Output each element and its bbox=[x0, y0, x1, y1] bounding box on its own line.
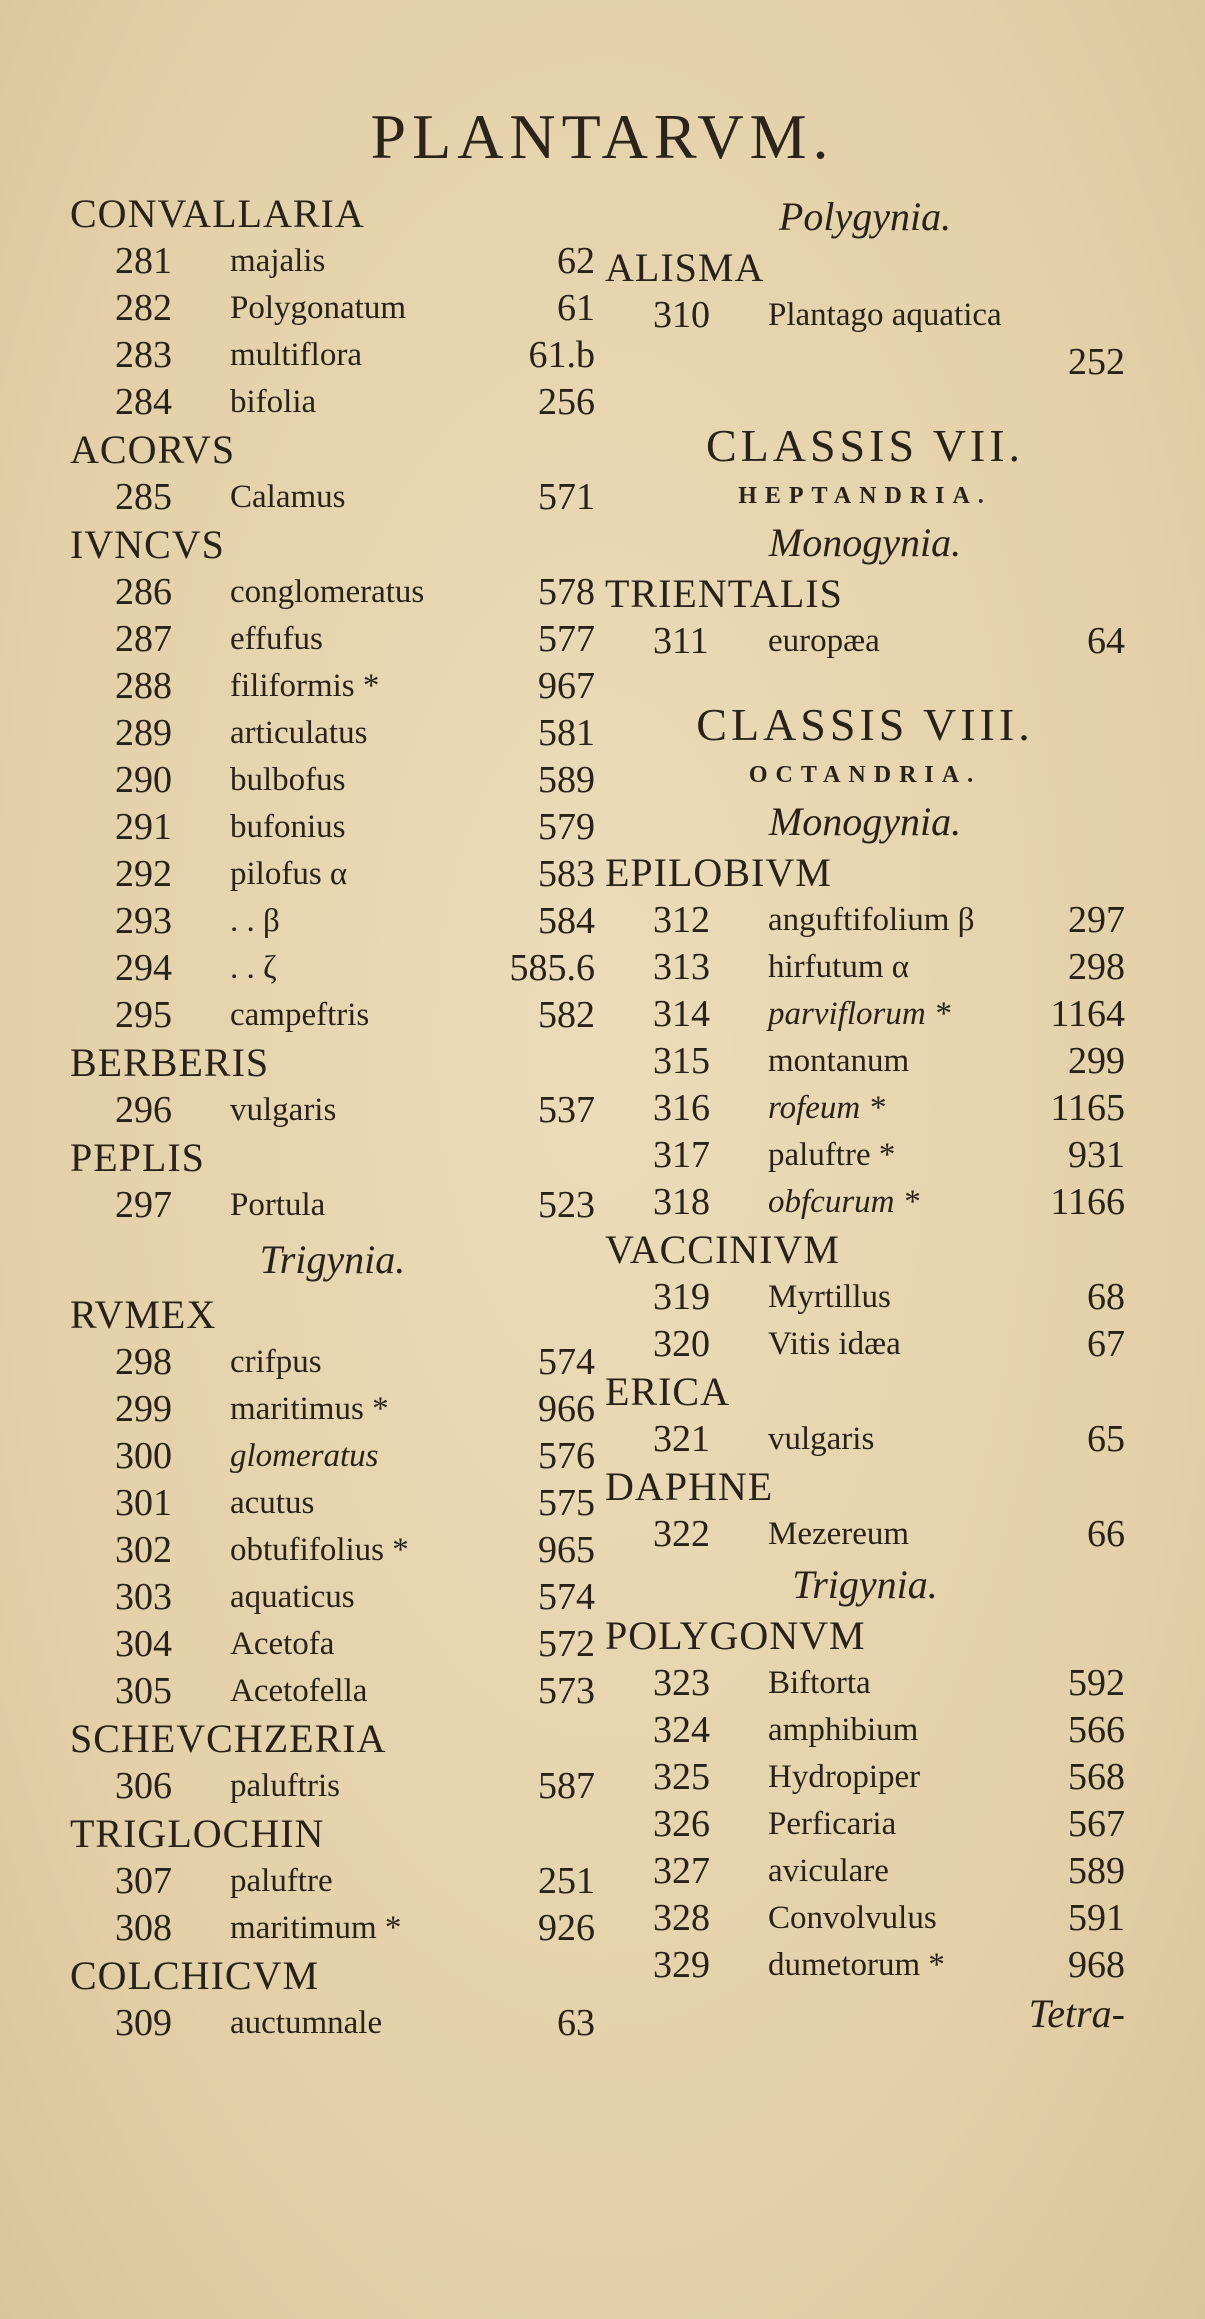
entry-page: 574 bbox=[538, 1576, 595, 1618]
entry-number: 315 bbox=[653, 1040, 710, 1082]
entry-row bbox=[70, 238, 595, 285]
entry-page: 297 bbox=[1068, 899, 1125, 941]
entry-row bbox=[70, 1386, 595, 1433]
entry-number: 323 bbox=[653, 1662, 710, 1704]
section-heading: Monogynia. bbox=[768, 799, 962, 844]
entry-page: 591 bbox=[1068, 1897, 1125, 1939]
entry-page: 574 bbox=[538, 1341, 595, 1383]
entry-row bbox=[605, 1179, 1125, 1226]
entry-number: 319 bbox=[653, 1276, 710, 1318]
entry-number: 294 bbox=[115, 947, 172, 989]
entry-row bbox=[605, 1274, 1125, 1321]
entry-page: 61.b bbox=[528, 334, 595, 376]
genus-heading: VACCINIVM bbox=[605, 1227, 840, 1272]
entry-number: 322 bbox=[653, 1513, 710, 1555]
entry-number: 326 bbox=[653, 1803, 710, 1845]
entry-page: 578 bbox=[538, 571, 595, 613]
entry-number: 309 bbox=[115, 2002, 172, 2044]
entry-number: 314 bbox=[653, 993, 710, 1035]
entry-row bbox=[70, 474, 595, 521]
entry-row bbox=[70, 1858, 595, 1905]
entry-name: bulbofus bbox=[230, 762, 346, 798]
entry-row bbox=[70, 804, 595, 851]
entry-page: 584 bbox=[538, 900, 595, 942]
entry-name: multiflora bbox=[230, 337, 362, 373]
entry-page: 583 bbox=[538, 853, 595, 895]
entry-row bbox=[605, 1085, 1125, 1132]
left-column bbox=[70, 190, 595, 2047]
entry-name: majalis bbox=[230, 243, 326, 279]
section-heading: Polygynia. bbox=[778, 194, 952, 239]
entry-name: dumetorum * bbox=[768, 1947, 945, 1983]
entry-row bbox=[605, 897, 1125, 944]
entry-row bbox=[70, 1480, 595, 1527]
entry-row bbox=[70, 616, 595, 663]
entry-number: 324 bbox=[653, 1709, 710, 1751]
entry-row bbox=[70, 379, 595, 426]
entry-number: 296 bbox=[115, 1089, 172, 1131]
entry-name: amphibium bbox=[768, 1712, 919, 1748]
entry-row bbox=[70, 992, 595, 1039]
entry-name: articulatus bbox=[230, 715, 368, 751]
entry-number: 302 bbox=[115, 1529, 172, 1571]
entry-number: 328 bbox=[653, 1897, 710, 1939]
entry-page: 573 bbox=[538, 1670, 595, 1712]
entry-number: 311 bbox=[653, 620, 709, 662]
entry-row bbox=[70, 1574, 595, 1621]
entry-row bbox=[605, 618, 1125, 665]
entry-page: 61 bbox=[557, 287, 595, 329]
entry-row bbox=[605, 1754, 1125, 1801]
entry-page: 576 bbox=[538, 1435, 595, 1477]
entry-number: 321 bbox=[653, 1418, 710, 1460]
entry-page: 568 bbox=[1068, 1756, 1125, 1798]
entry-name: campeftris bbox=[230, 997, 370, 1033]
entry-number: 301 bbox=[115, 1482, 172, 1524]
genus-heading: TRIENTALIS bbox=[605, 571, 843, 616]
entry-number: 291 bbox=[115, 806, 172, 848]
entry-name: Acetofella bbox=[230, 1673, 368, 1709]
entry-row bbox=[70, 757, 595, 804]
entry-row bbox=[605, 292, 1125, 339]
entry-number: 316 bbox=[653, 1087, 710, 1129]
entry-row bbox=[70, 285, 595, 332]
genus-heading: ALISMA bbox=[605, 245, 765, 290]
genus-heading: BERBERIS bbox=[70, 1040, 270, 1085]
entry-page: 567 bbox=[1068, 1803, 1125, 1845]
entry-page: 931 bbox=[1068, 1134, 1125, 1176]
spacer bbox=[605, 386, 1125, 416]
entry-page: 62 bbox=[557, 240, 595, 282]
entry-row bbox=[70, 569, 595, 616]
entry-number: 288 bbox=[115, 665, 172, 707]
entry-name: paluftre * bbox=[768, 1137, 896, 1173]
entry-name: montanum bbox=[768, 1043, 910, 1079]
entry-row bbox=[605, 1848, 1125, 1895]
entry-name: maritimum * bbox=[230, 1910, 402, 1946]
entry-name: rofeum * bbox=[768, 1090, 886, 1126]
entry-number: 298 bbox=[115, 1341, 172, 1383]
genus-heading: SCHEVCHZERIA bbox=[70, 1716, 387, 1761]
genus-heading: ACORVS bbox=[70, 427, 236, 472]
entry-name: Myrtillus bbox=[768, 1279, 891, 1315]
entry-name: Mezereum bbox=[768, 1516, 910, 1552]
entry-name: vulgaris bbox=[768, 1421, 875, 1457]
entry-name: crifpus bbox=[230, 1344, 322, 1380]
entry-number: 312 bbox=[653, 899, 710, 941]
entry-name: aviculare bbox=[768, 1853, 889, 1889]
entry-name: paluftre bbox=[230, 1863, 333, 1899]
entry-name: aquaticus bbox=[230, 1579, 355, 1615]
entry-name: maritimus * bbox=[230, 1391, 389, 1427]
entry-page: 589 bbox=[538, 759, 595, 801]
entry-number: 329 bbox=[653, 1944, 710, 1986]
entry-row bbox=[70, 1433, 595, 1480]
entry-number: 317 bbox=[653, 1134, 710, 1176]
entry-page: 64 bbox=[1087, 620, 1125, 662]
entry-name: Biftorta bbox=[768, 1665, 871, 1701]
entry-row bbox=[70, 1905, 595, 1952]
entry-row bbox=[605, 1895, 1125, 1942]
entry-row bbox=[70, 1339, 595, 1386]
entry-number: 313 bbox=[653, 946, 710, 988]
entry-name: Portula bbox=[230, 1187, 326, 1223]
entry-page: 592 bbox=[1068, 1662, 1125, 1704]
entry-page: 575 bbox=[538, 1482, 595, 1524]
entry-row bbox=[70, 945, 595, 992]
entry-page: 582 bbox=[538, 994, 595, 1036]
entry-row bbox=[70, 1621, 595, 1668]
entry-row bbox=[605, 1132, 1125, 1179]
entry-name: Plantago aquatica bbox=[768, 297, 1002, 333]
entry-row bbox=[70, 332, 595, 379]
entry-name: obfcurum * bbox=[768, 1184, 920, 1220]
entry-name: Calamus bbox=[230, 479, 346, 515]
genus-heading: ERICA bbox=[605, 1369, 730, 1414]
entry-number: 318 bbox=[653, 1181, 710, 1223]
entry-page: 589 bbox=[1068, 1850, 1125, 1892]
genus-heading: IVNCVS bbox=[70, 522, 225, 567]
entry-page: 65 bbox=[1087, 1418, 1125, 1460]
entry-name: . . β bbox=[230, 903, 280, 939]
entry-row bbox=[605, 1038, 1125, 1085]
entry-page: 67 bbox=[1087, 1323, 1125, 1365]
entry-row bbox=[605, 991, 1125, 1038]
entry-name: anguftifolium β bbox=[768, 902, 975, 938]
entry-number: 284 bbox=[115, 381, 172, 423]
entry-row bbox=[70, 710, 595, 757]
entry-page: 965 bbox=[538, 1529, 595, 1571]
entry-row bbox=[605, 1801, 1125, 1848]
spacer bbox=[605, 665, 1125, 695]
entry-page: 966 bbox=[538, 1388, 595, 1430]
entry-row bbox=[605, 1942, 1125, 1989]
entry-row bbox=[70, 851, 595, 898]
entry-name: Polygonatum bbox=[230, 290, 407, 326]
entry-number: 287 bbox=[115, 618, 172, 660]
genus-heading: EPILOBIVM bbox=[605, 850, 832, 895]
entry-number: 305 bbox=[115, 1670, 172, 1712]
entry-name: Perficaria bbox=[768, 1806, 897, 1842]
entry-page: 256 bbox=[538, 381, 595, 423]
entry-number: 289 bbox=[115, 712, 172, 754]
entry-number: 290 bbox=[115, 759, 172, 801]
entry-row bbox=[70, 1527, 595, 1574]
entry-number: 283 bbox=[115, 334, 172, 376]
entry-number: 297 bbox=[115, 1184, 172, 1226]
entry-page: 968 bbox=[1068, 1944, 1125, 1986]
entry-number: 306 bbox=[115, 1765, 172, 1807]
entry-number: 293 bbox=[115, 900, 172, 942]
entry-name: hirfutum α bbox=[768, 949, 910, 985]
entry-name: vulgaris bbox=[230, 1092, 337, 1128]
entry-page: 571 bbox=[538, 476, 595, 518]
entry-row bbox=[605, 1416, 1125, 1463]
page-title: PLANTARVM. bbox=[370, 101, 835, 172]
right-column bbox=[605, 190, 1125, 2039]
entry-page: 298 bbox=[1068, 946, 1125, 988]
entry-page: 1166 bbox=[1050, 1181, 1125, 1223]
entry-number: 300 bbox=[115, 1435, 172, 1477]
entry-name: bufonius bbox=[230, 809, 346, 845]
entry-name: conglomeratus bbox=[230, 574, 425, 610]
entry-page: 523 bbox=[538, 1184, 595, 1226]
entry-page: 585.6 bbox=[509, 947, 595, 989]
entry-number: 320 bbox=[653, 1323, 710, 1365]
genus-heading: DAPHNE bbox=[605, 1464, 774, 1509]
entry-number: 307 bbox=[115, 1860, 172, 1902]
classis-subheading: OCTANDRIA. bbox=[748, 762, 982, 788]
entry-page: 926 bbox=[538, 1907, 595, 1949]
entry-row bbox=[70, 1763, 595, 1810]
entry-page: 66 bbox=[1087, 1513, 1125, 1555]
entry-row bbox=[70, 663, 595, 710]
genus-heading: TRIGLOCHIN bbox=[70, 1811, 325, 1856]
entry-name: auctumnale bbox=[230, 2005, 383, 2041]
entry-page: 1165 bbox=[1050, 1087, 1125, 1129]
entry-name: glomeratus bbox=[230, 1438, 379, 1474]
entry-page: 1164 bbox=[1050, 993, 1125, 1035]
genus-heading: COLCHICVM bbox=[70, 1953, 320, 1998]
entry-number: 304 bbox=[115, 1623, 172, 1665]
entry-page: 537 bbox=[538, 1089, 595, 1131]
entry-name: bifolia bbox=[230, 384, 317, 420]
entry-name: Acetofa bbox=[230, 1626, 335, 1662]
entry-page: 68 bbox=[1087, 1276, 1125, 1318]
classis-heading: CLASSIS VIII. bbox=[696, 699, 1034, 750]
entry-number: 303 bbox=[115, 1576, 172, 1618]
entry-name: europæa bbox=[768, 623, 880, 659]
entry-row bbox=[605, 1707, 1125, 1754]
entry-page: 587 bbox=[538, 1765, 595, 1807]
entry-row bbox=[70, 1087, 595, 1134]
entry-number: 325 bbox=[653, 1756, 710, 1798]
entry-name: filiformis * bbox=[230, 668, 380, 704]
classis-heading: CLASSIS VII. bbox=[705, 420, 1025, 471]
entry-page: 579 bbox=[538, 806, 595, 848]
entry-name: Vitis idæa bbox=[768, 1326, 901, 1362]
entry-number: 292 bbox=[115, 853, 172, 895]
entry-page: 566 bbox=[1068, 1709, 1125, 1751]
entry-name: paluftris bbox=[230, 1768, 340, 1804]
entry-name: Hydropiper bbox=[768, 1759, 921, 1795]
entry-row bbox=[605, 1321, 1125, 1368]
entry-number: 299 bbox=[115, 1388, 172, 1430]
entry-page: 572 bbox=[538, 1623, 595, 1665]
entry-page: 299 bbox=[1068, 1040, 1125, 1082]
entry-page: 577 bbox=[538, 618, 595, 660]
entry-number: 281 bbox=[115, 240, 172, 282]
entry-row-continued bbox=[605, 339, 1125, 386]
entry-name: pilofus α bbox=[230, 856, 348, 892]
entry-name: effufus bbox=[230, 621, 323, 657]
entry-number: 327 bbox=[653, 1850, 710, 1892]
entry-row bbox=[70, 2000, 595, 2047]
entry-number: 295 bbox=[115, 994, 172, 1036]
section-heading: Trigynia. bbox=[259, 1237, 406, 1282]
entry-number: 310 bbox=[653, 294, 710, 336]
entry-name: acutus bbox=[230, 1485, 315, 1521]
entry-number: 308 bbox=[115, 1907, 172, 1949]
genus-heading: POLYGONVM bbox=[605, 1613, 866, 1658]
entry-number: 286 bbox=[115, 571, 172, 613]
section-heading: Monogynia. bbox=[768, 520, 962, 565]
entry-page: 252 bbox=[1068, 341, 1125, 383]
genus-heading: PEPLIS bbox=[70, 1135, 205, 1180]
entry-row bbox=[70, 1182, 595, 1229]
entry-name: parviflorum * bbox=[768, 996, 951, 1032]
entry-page: 967 bbox=[538, 665, 595, 707]
genus-heading: CONVALLARIA bbox=[70, 191, 365, 236]
classis-subheading: HEPTANDRIA. bbox=[738, 483, 992, 509]
entry-page: 251 bbox=[538, 1860, 595, 1902]
entry-row bbox=[605, 1660, 1125, 1707]
entry-row bbox=[70, 898, 595, 945]
genus-heading: RVMEX bbox=[70, 1292, 217, 1337]
section-heading: Trigynia. bbox=[792, 1562, 938, 1607]
entry-page: 63 bbox=[557, 2002, 595, 2044]
entry-row bbox=[605, 944, 1125, 991]
entry-name: . . ζ bbox=[230, 950, 277, 986]
entry-name: obtufifolius * bbox=[230, 1532, 409, 1568]
entry-row bbox=[605, 1511, 1125, 1558]
entry-number: 282 bbox=[115, 287, 172, 329]
entry-number: 285 bbox=[115, 476, 172, 518]
entry-row bbox=[70, 1668, 595, 1715]
entry-page: 581 bbox=[538, 712, 595, 754]
entry-name: Convolvulus bbox=[768, 1900, 937, 1936]
catchword: Tetra- bbox=[1028, 1991, 1125, 2036]
